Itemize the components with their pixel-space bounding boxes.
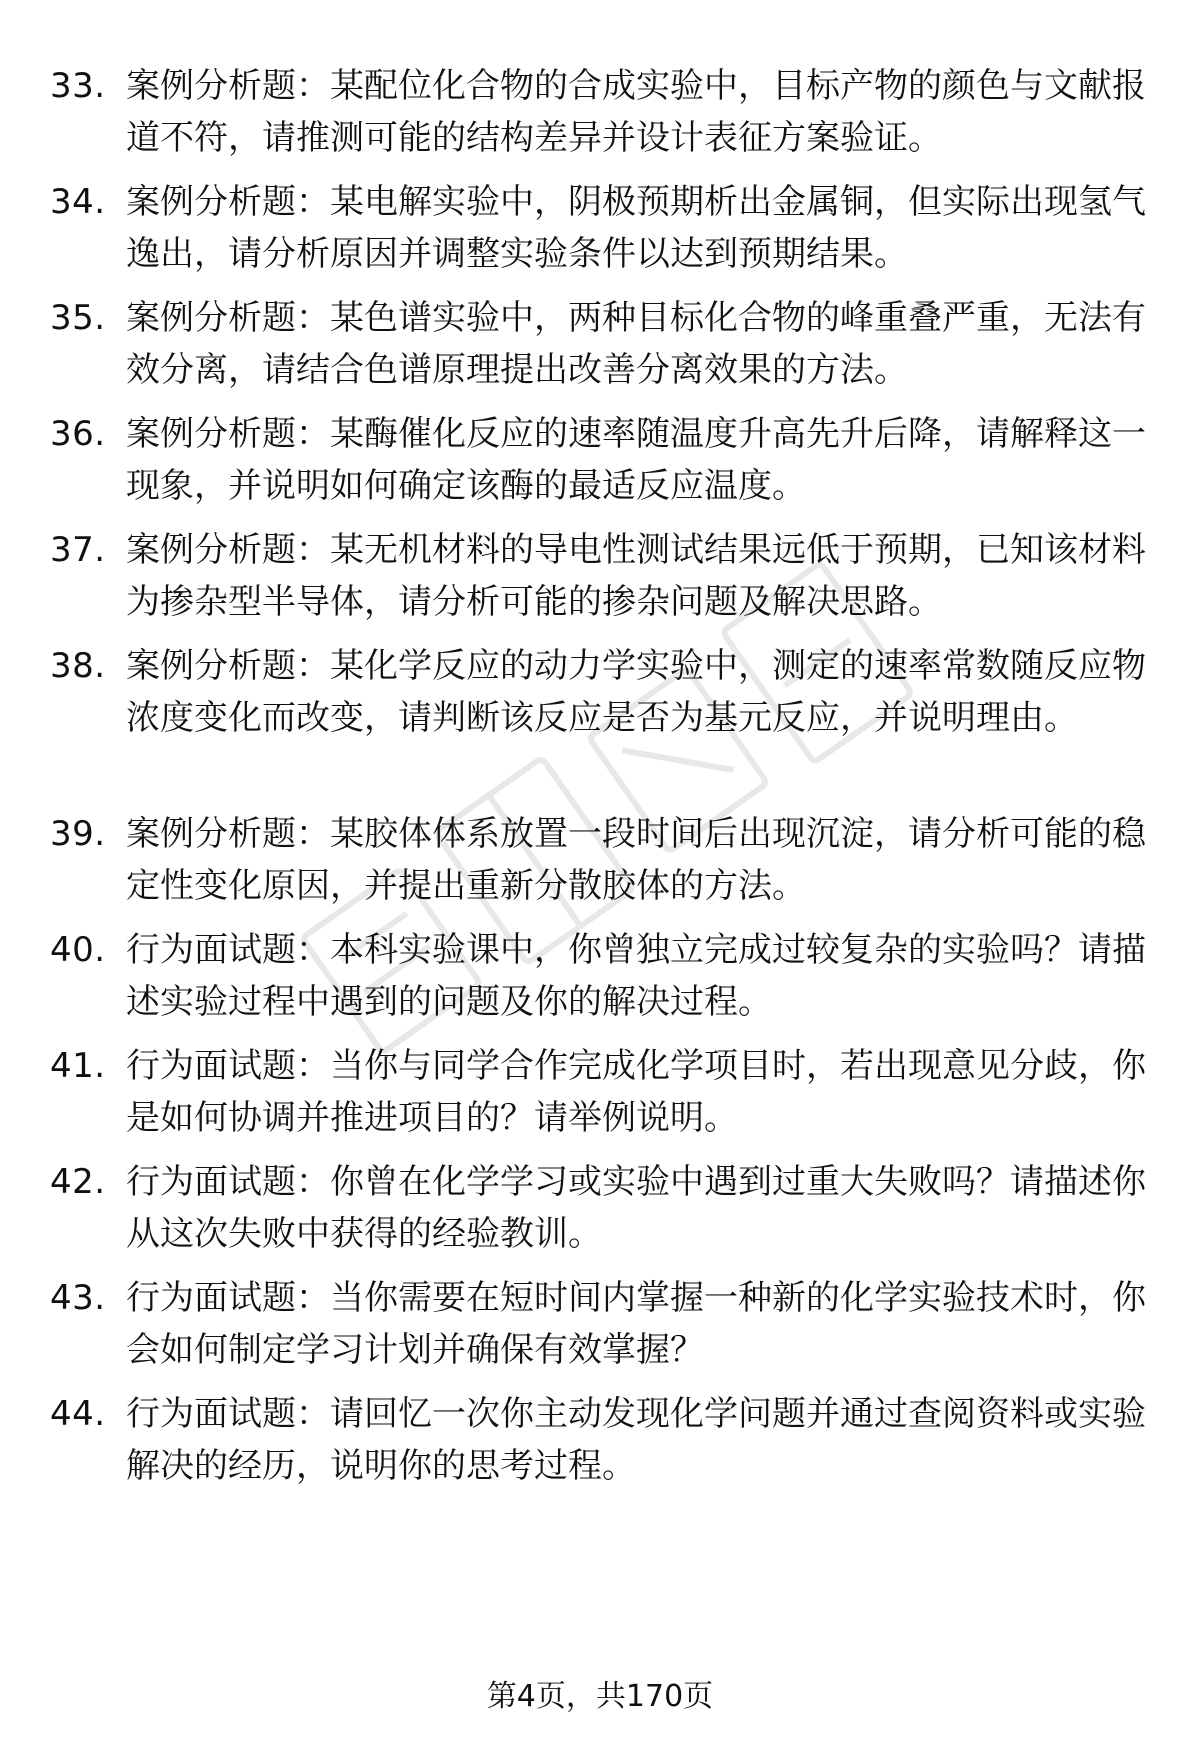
question-text: 行为面试题：你曾在化学学习或实验中遇到过重大失败吗？请描述你从这次失败中获得的经验教训。: [126, 1162, 1146, 1254]
question-number: 41.: [50, 1046, 106, 1086]
question-number: 39.: [50, 814, 106, 854]
question-text: 案例分析题：某酶催化反应的速率随温度升高先升后降，请解释这一现象，并说明如何确定该酶的最适反应温度。: [126, 414, 1146, 506]
question-number: 42.: [50, 1162, 106, 1202]
question-text: 案例分析题：某胶体体系放置一段时间后出现沉淀，请分析可能的稳定性变化原因，并提出重新分散胶体的方法。: [126, 814, 1146, 906]
question-text: 行为面试题：当你需要在短时间内掌握一种新的化学实验技术时，你会如何制定学习计划并确保有效掌握？: [126, 1278, 1146, 1370]
question-number: 40.: [50, 930, 106, 970]
question-text: 行为面试题：本科实验课中，你曾独立完成过较复杂的实验吗？请描述实验过程中遇到的问题及你的解决过程。: [126, 930, 1146, 1022]
question-text: 案例分析题：某化学反应的动力学实验中，测定的速率常数随反应物浓度变化而改变，请判断该反应是否为基元反应，并说明理由。: [126, 646, 1146, 738]
question-number: 36.: [50, 414, 106, 454]
page-footer: 第4页，共170页: [486, 1679, 714, 1714]
question-number: 43.: [50, 1278, 106, 1318]
question-text: 案例分析题：某配位化合物的合成实验中，目标产物的颜色与文献报道不符，请推测可能的结构差异并设计表征方案验证。: [126, 66, 1146, 158]
question-number: 33.: [50, 66, 106, 106]
question-text: 案例分析题：某电解实验中，阴极预期析出金属铜，但实际出现氢气逸出，请分析原因并调整实验条件以达到预期结果。: [126, 182, 1146, 274]
question-number: 34.: [50, 182, 106, 222]
question-number: 38.: [50, 646, 106, 686]
question-number: 37.: [50, 530, 106, 570]
question-text: 行为面试题：当你与同学合作完成化学项目时，若出现意见分歧，你是如何协调并推进项目的？请举例说明。: [126, 1046, 1146, 1138]
question-text: 案例分析题：某无机材料的导电性测试结果远低于预期，已知该材料为掺杂型半导体，请分析可能的掺杂问题及解决思路。: [126, 530, 1146, 622]
question-number: 35.: [50, 298, 106, 338]
question-text: 案例分析题：某色谱实验中，两种目标化合物的峰重叠严重，无法有效分离，请结合色谱原理提出改善分离效果的方法。: [126, 298, 1146, 390]
question-text: 行为面试题：请回忆一次你主动发现化学问题并通过查阅资料或实验解决的经历，说明你的思考过程。: [126, 1394, 1146, 1486]
question-number: 44.: [50, 1394, 106, 1434]
